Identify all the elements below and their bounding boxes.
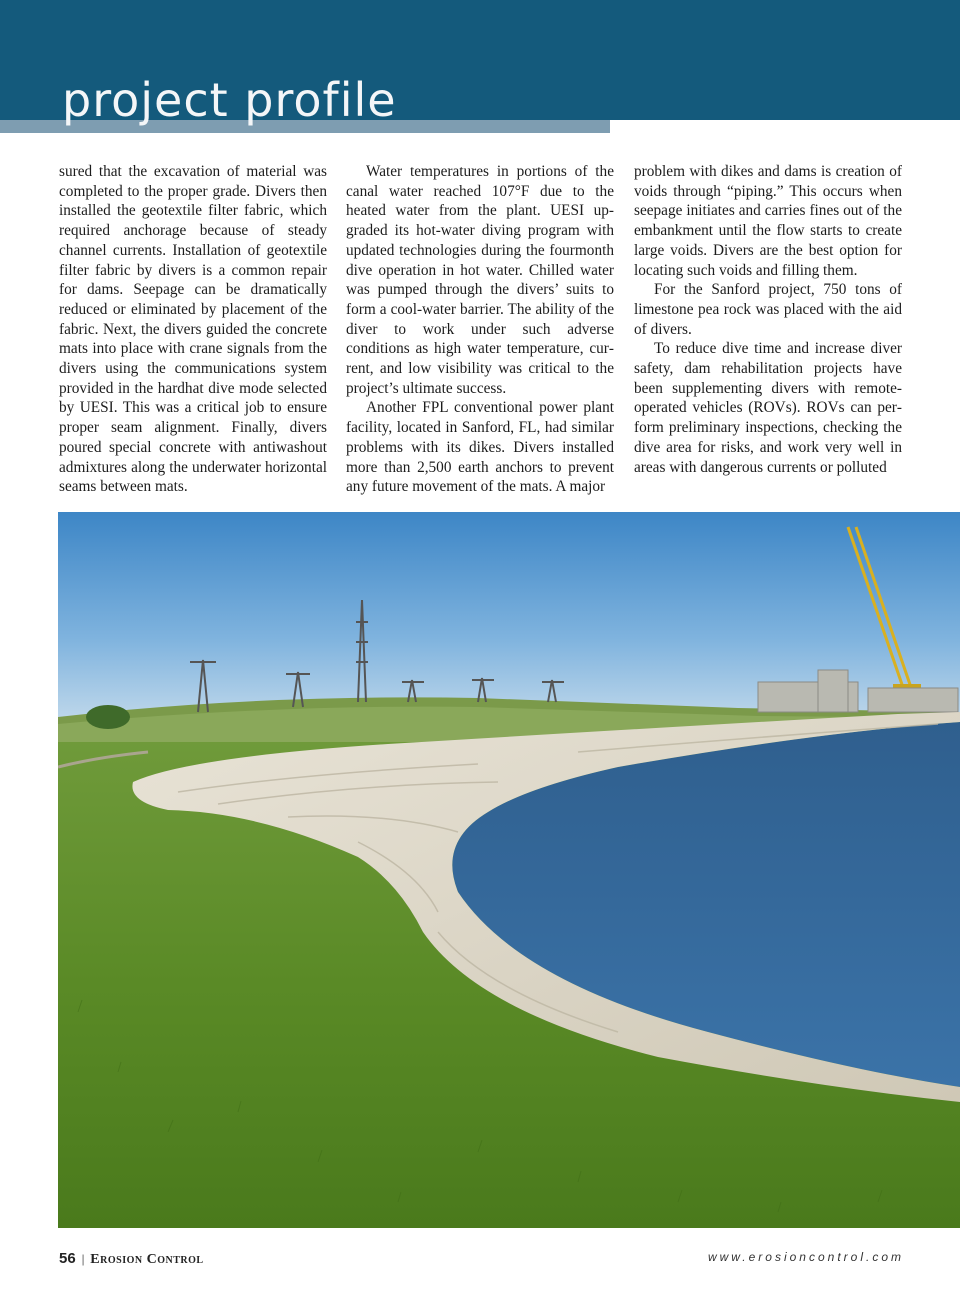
paragraph: problem with dikes and dams is creation of voids through “piping.” This occurs when seepage initiates and carries fines out of the embankment until the flow starts to create large voids. Divers are the best option for locating such voids and filling them.: [634, 163, 902, 279]
dike-photo: [58, 512, 960, 1228]
footer-url: www.erosioncontrol.com: [707, 1250, 904, 1264]
page-number: 56: [59, 1250, 76, 1267]
paragraph: To reduce dive time and increase diver safety, dam rehabilitation projects have been supplementing divers with remoteoperated vehicles (ROVs). ROVs can perform preliminary inspections, checking the dive area for risks, and work very well in areas with dangerous currents or polluted: [634, 340, 902, 476]
text-column-1: [59, 162, 327, 502]
paragraph: For the Sanford project, 750 tons of limestone pea rock was placed with the aid of divers.: [634, 281, 902, 338]
paragraph: Another FPL conventional power plant facility, located in Sanford, FL, had similar problems with its dikes. Divers installed more than 2,500 earth anchors to prevent any future movement of the mats. A major: [346, 399, 614, 496]
paragraph: sured that the excavation of material was completed to the proper grade. Divers then installed the geotextile filter fabric, which required anchorage because of steady channel currents. Installation of geotextile filter fabric by divers is a common repair for dams. Seepage can be dramatically reduced or eliminated by placement of the fabric. Next, the divers guided the concrete mats into place with crane signals from the divers using the communications system provided in the hardhat dive mode selected by UESI. This was a critical job to ensure proper seam alignment. Finally, divers poured special concrete with antiwashout admixtures along the underwater horizontal seams between mats.: [59, 163, 327, 496]
magazine-name: Erosion Control: [90, 1252, 204, 1267]
text-column-2: [346, 162, 614, 502]
section-title: project profile: [62, 73, 397, 127]
text-column-3: [634, 162, 902, 502]
footer-separator: |: [81, 1251, 85, 1266]
paragraph: Water temperatures in portions of the canal water reached 107°F due to the heated water from the plant. UESI upgraded its hot-water diving program with updated technologies during the fourmonth dive operation in hot water. Chilled water was pumped through the divers’ suits to form a cool-water barrier. The ability of the diver to work under such adverse conditions as high water temperature, current, and low visibility was critical to the project’s ultimate success.: [346, 163, 614, 397]
footer-left: [59, 1250, 204, 1268]
